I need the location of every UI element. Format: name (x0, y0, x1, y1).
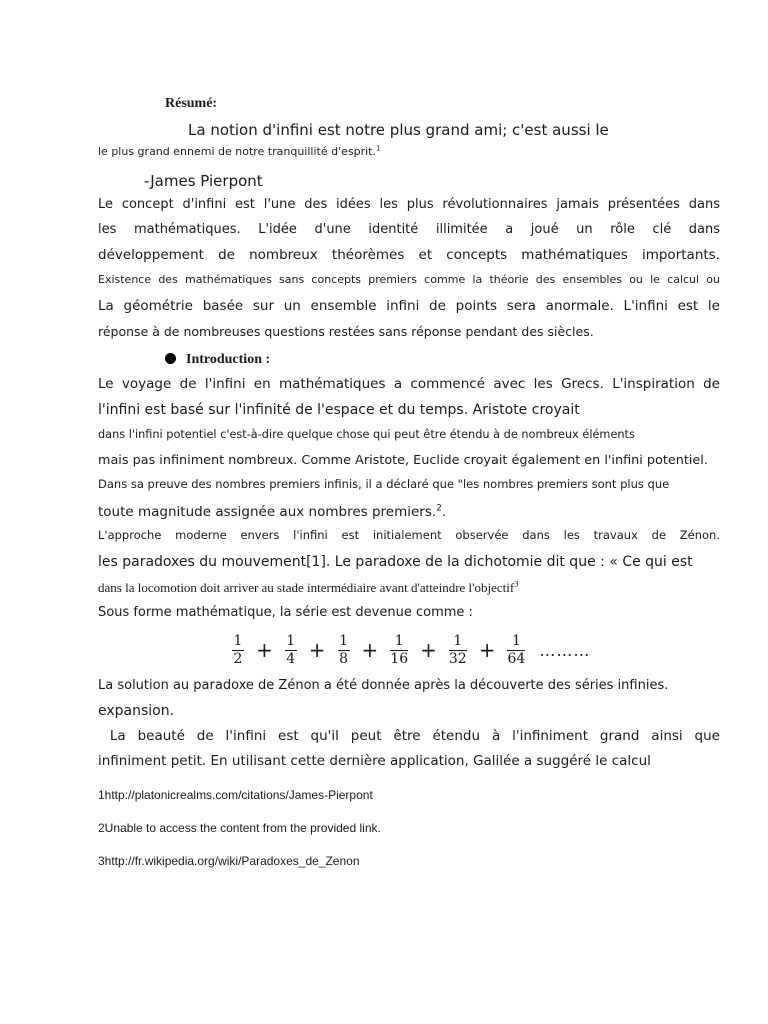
intro-line-11: La solution au paradoxe de Zénon a été donnée après la découverte des séries infinies. (98, 678, 669, 693)
fraction-3: $\frac{1}{8}$ (339, 632, 348, 667)
geometric-series-formula (226, 632, 590, 668)
plus-operator: + (256, 638, 273, 662)
fraction-2: $\frac{1}{4}$ (286, 632, 296, 667)
abstract-heading: Résumé: (165, 96, 218, 111)
footnote-ref-3: 3 (514, 580, 519, 589)
footnote-ref-2: 2 (436, 504, 442, 514)
plus-operator: + (478, 638, 496, 662)
footnote-2: 2Unable to access the content from the provided link. (98, 821, 381, 835)
intro-line-8: les paradoxes du mouvement[1]. Le paradoxe de la dichotomie dit que : « Ce qui est (98, 554, 693, 570)
abstract-line-3: développement de nombreux théorèmes et concepts mathématiques importants. (98, 247, 720, 263)
intro-line-6: toute magnitude assignée aux nombres premiers.$^2$. (98, 504, 447, 520)
intro-line-7: L'approche moderne envers l'infini est initialement observée dans les travaux de Zénon. (98, 529, 720, 542)
intro-line-2: l'infini est basé sur l'infinité de l'espace et du temps. Aristote croyait (98, 402, 580, 418)
intro-line-1: Le voyage de l'infini en mathématiques a commencé avec les Grecs. L'inspiration de (98, 376, 720, 392)
abstract-line-5: La géométrie basée sur un ensemble infini de points sera anormale. L'infini est le (98, 298, 720, 314)
fraction-4: $\frac{1}{16}$ (390, 632, 409, 667)
plus-operator: + (361, 638, 379, 662)
footnote-1: 1http://platonicrealms.com/citations/James-Pierpont (98, 788, 373, 802)
footnote-3: 3http://fr.wikipedia.org/wiki/Paradoxes_de_Zenon (98, 854, 360, 868)
intro-line-5: Dans sa preuve des nombres premiers infinis, il a déclaré que "les nombres premiers sont plus que (98, 478, 670, 491)
plus-operator: + (308, 638, 326, 662)
intro-line-9: dans la locomotion doit arriver au stade intermédiaire avant d'atteindre l'objectif$^3$ (98, 580, 519, 595)
ellipsis: ……… (539, 640, 591, 660)
abstract-line-1: Le concept d'infini est l'une des idées les plus révolutionnaires jamais présentées dans (98, 197, 720, 212)
intro-line-13: La beauté de l'infini est qu'il peut être étendu à l'infiniment grand ainsi que (98, 728, 720, 744)
fraction-6: $\frac{1}{64}$ (507, 632, 526, 667)
intro-line-4: mais pas infiniment nombreux. Comme Aristote, Euclide croyait également en l'infini potentiel. (98, 453, 708, 468)
abstract-line-2: les mathématiques. L'idée d'une identité illimitée a joué un rôle clé dans (98, 222, 720, 237)
plus-operator: + (420, 638, 437, 662)
abstract-line-6: réponse à de nombreuses questions restées sans réponse pendant des siècles. (98, 324, 594, 339)
intro-line-3: dans l'infini potentiel c'est-à-dire quelque chose qui peut être étendu à de nombreux éléments (98, 428, 635, 441)
intro-line-12: expansion. (98, 703, 175, 719)
intro-line-10: Sous forme mathématique, la série est devenue comme : (98, 605, 473, 620)
intro-line-14: infiniment petit. En utilisant cette dernière application, Galilée a suggéré le calcul (98, 753, 651, 769)
bullet-icon (165, 353, 176, 364)
epigraph-line-2: le plus grand ennemi de notre tranquillité d'esprit.$^1$ (98, 145, 381, 158)
fraction-5: $\frac{1}{32}$ (448, 632, 467, 667)
fraction-1: $\frac{1}{2}$ (233, 632, 243, 667)
epigraph-author: -James Pierpont (144, 172, 263, 190)
epigraph-line-1: La notion d'infini est notre plus grand ami; c'est aussi le (188, 121, 609, 139)
footnote-ref-1: 1 (376, 145, 381, 153)
introduction-heading: Introduction : (165, 352, 768, 369)
abstract-line-4: Existence des mathématiques sans concepts premiers comme la théorie des ensembles ou le calcul ou (98, 273, 720, 286)
